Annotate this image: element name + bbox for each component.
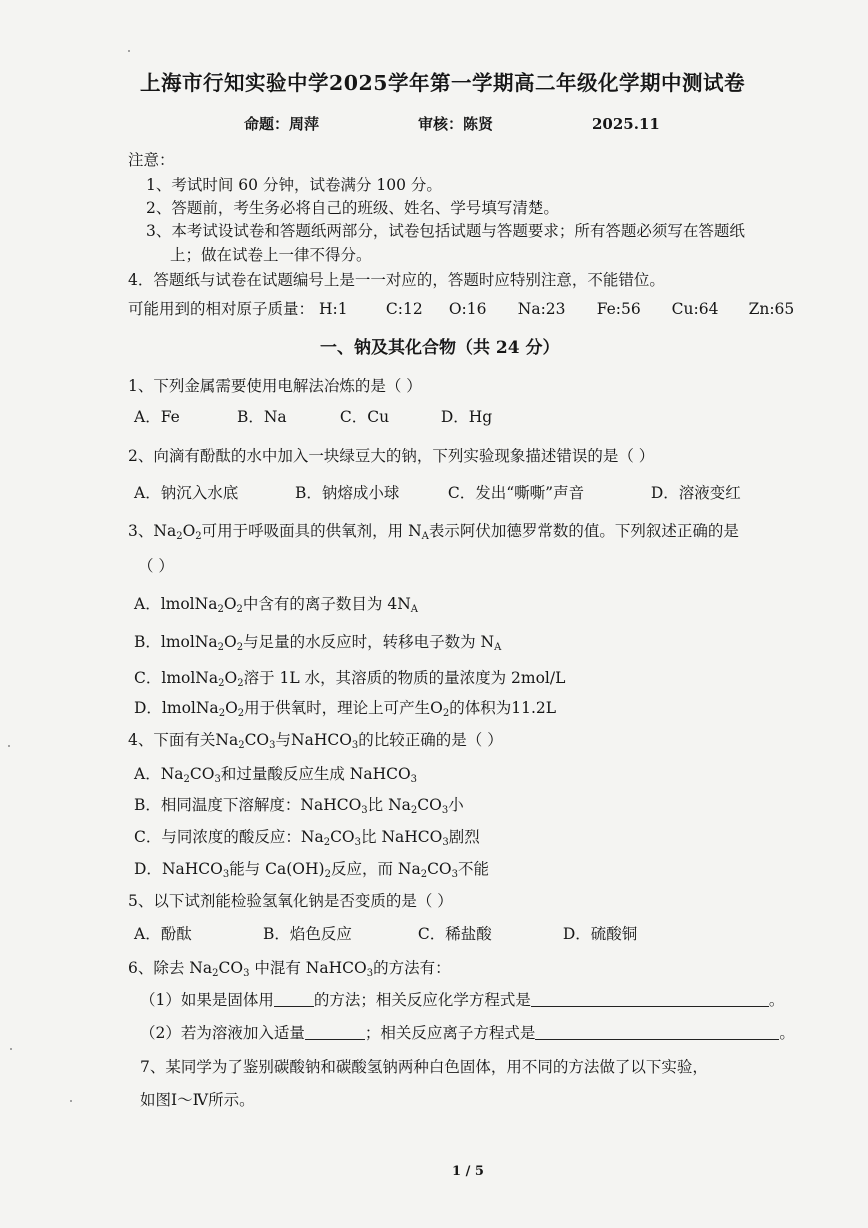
question-6-stem <box>128 958 451 978</box>
question-3-stem <box>128 521 739 541</box>
option-text: C．lmolNa <box>134 669 219 687</box>
stem-text: 的方法有： <box>373 959 451 977</box>
formula: NaHCO <box>305 959 367 977</box>
subscript: 2 <box>176 531 183 542</box>
option-a <box>134 594 418 614</box>
option-text: B．lmolNa <box>134 633 218 651</box>
option-c: C．发出“嘶嘶”声音 <box>447 484 585 502</box>
option-text: 小 <box>448 796 464 814</box>
option-c: C．稀盐酸 <box>417 925 492 943</box>
answer-blank <box>535 1025 779 1040</box>
subscript: 3 <box>222 869 230 880</box>
formula: CO <box>427 860 452 878</box>
option-d: D．溶液变红 <box>650 484 741 502</box>
stem-text: 中混有 <box>249 959 306 977</box>
answer-blank <box>274 992 314 1007</box>
option-text: 与足量的水反应时，转移电子数为 N <box>243 633 495 651</box>
scan-speck <box>128 50 130 52</box>
subscript: 2 <box>236 604 243 615</box>
atomic-mass: Cu:64 <box>671 300 719 318</box>
option-text: 能与 <box>229 860 266 878</box>
subscript: 3 <box>410 774 418 785</box>
atomic-mass: H:1 <box>318 300 348 318</box>
subscript: 2 <box>323 837 331 848</box>
stem-text: 的比较正确的是（ ） <box>358 731 503 749</box>
question-7-line-2: 如图Ⅰ～Ⅳ所示。 <box>140 1091 255 1109</box>
option-text: C．与同浓度的酸反应： <box>134 828 301 846</box>
subscript: 3 <box>442 837 449 848</box>
option-text: D． <box>134 860 162 878</box>
option-text: B．相同温度下溶解度： <box>134 796 301 814</box>
atomic-mass: C:12 <box>385 300 423 318</box>
scan-speck <box>70 1100 72 1102</box>
part-text: （2）若为溶液加入适量 <box>140 1024 305 1042</box>
formula: NaHCO <box>381 828 443 846</box>
question-2-stem: 2、向滴有酚酞的水中加入一块绿豆大的钠，下列实验现象描述错误的是（ ） <box>128 447 655 465</box>
scan-speck <box>8 745 10 747</box>
formula-o: O <box>225 699 238 717</box>
formula: CO <box>189 765 215 783</box>
option-text: D．lmolNa <box>134 699 219 717</box>
subscript: 2 <box>442 708 450 719</box>
subscript: 3 <box>366 968 374 979</box>
formula-o: O <box>223 595 237 613</box>
subscript: 2 <box>212 968 219 979</box>
atomic-mass-label: 可能用到的相对原子质量： <box>128 300 315 318</box>
exam-title: 上海市行知实验中学2025学年第一学期高二年级化学期中测试卷 <box>140 71 746 95</box>
part-end: 。 <box>768 991 785 1009</box>
formula-o: O <box>224 633 237 651</box>
subscript: A <box>421 531 429 542</box>
note-item: 上；做在试卷上一律不得分。 <box>170 246 372 264</box>
subscript: 2 <box>217 604 224 615</box>
option-text: 中含有的离子数目为 4N <box>242 595 411 613</box>
answer-blank <box>531 992 769 1007</box>
subscript: A <box>494 642 502 653</box>
question-number: 3、 <box>128 522 154 540</box>
part-text: （1）如果是固体用 <box>140 991 274 1009</box>
option-text: 反应，而 <box>330 860 398 878</box>
formula: NaHCO <box>349 765 411 783</box>
atomic-mass: Na:23 <box>517 300 566 318</box>
option-a: A．Fe <box>134 408 180 426</box>
option-d <box>134 859 489 879</box>
formula: CO <box>417 796 442 814</box>
formula: NaHCO <box>300 796 362 814</box>
atomic-mass: O:16 <box>448 300 487 318</box>
atomic-mass-line <box>128 299 794 319</box>
formula-o: O <box>224 669 238 687</box>
option-text: 不能 <box>458 860 490 878</box>
subscript: 2 <box>410 805 418 816</box>
part-text: ；相关反应离子方程式是 <box>364 1024 536 1042</box>
option-text: 溶于 1L 水，其溶质的物质的量浓度为 2mol/L <box>243 669 566 687</box>
option-b: B．钠熔成小球 <box>294 484 400 502</box>
subscript: 2 <box>236 642 244 653</box>
section-title: 一、钠及其化合物（共 24 分） <box>320 338 560 358</box>
subscript: 2 <box>218 708 226 719</box>
note-item: 4．答题纸与试卷在试题编号上是一一对应的，答题时应特别注意，不能错位。 <box>128 271 665 289</box>
stem-text: 表示阿伏加德罗常数的值。下列叙述正确的是 <box>428 522 739 540</box>
option-c: C．Cu <box>339 408 390 426</box>
formula: NaHCO <box>161 860 223 878</box>
formula: Na <box>388 796 411 814</box>
page-number: 1 / 5 <box>452 1164 484 1179</box>
option-d <box>134 698 556 718</box>
subscript: 2 <box>237 678 244 689</box>
option-text: 用于供氧时，理论上可产生O <box>244 699 443 717</box>
option-c <box>134 827 480 847</box>
subscript: 2 <box>183 774 190 785</box>
option-d: D．硫酸铜 <box>562 925 638 943</box>
subscript: 2 <box>420 869 428 880</box>
formula: CO <box>244 731 270 749</box>
atomic-mass: Zn:65 <box>748 300 795 318</box>
option-a <box>134 764 417 784</box>
subscript: 3 <box>243 968 250 979</box>
option-c <box>134 668 565 688</box>
formula-na: Na <box>153 522 177 540</box>
option-text: 比 <box>367 796 389 814</box>
option-b <box>134 795 464 815</box>
part-end: 。 <box>779 1024 795 1042</box>
question-5-stem: 5、以下试剂能检验氢氧化钠是否变质的是（ ） <box>128 892 453 910</box>
subscript: 3 <box>351 740 359 751</box>
option-text: 和过量酸反应生成 <box>220 765 350 783</box>
formula: Na <box>215 731 239 749</box>
option-a: A．酚酞 <box>134 925 192 943</box>
option-a: A．钠沉入水底 <box>134 484 239 502</box>
stem-text: 与 <box>275 731 292 749</box>
option-b: B．Na <box>236 408 287 426</box>
note-item: 2、答题前，考生务必将自己的班级、姓名、学号填写清楚。 <box>146 199 559 217</box>
question-7-line-1: 7、某同学为了鉴别碳酸钠和碳酸氢钠两种白色固体，用不同的方法做了以下实验， <box>140 1058 708 1076</box>
formula: Na <box>189 959 213 977</box>
subscript: 2 <box>217 642 225 653</box>
option-text: 剧烈 <box>448 828 480 846</box>
stem-text: 可用于呼吸面具的供氧剂，用 N <box>201 522 422 540</box>
option-b: B．焰色反应 <box>262 925 352 943</box>
question-1-stem: 1、下列金属需要使用电解法冶炼的是（ ） <box>128 377 422 395</box>
formula: NaHCO <box>291 731 352 749</box>
author-line: 命题：周萍 <box>244 115 320 133</box>
formula: Na <box>300 828 324 846</box>
subscript: 2 <box>218 678 225 689</box>
answer-blank <box>305 1025 365 1040</box>
question-6-part-1 <box>140 990 784 1010</box>
subscript: 3 <box>354 837 362 848</box>
reviewer-line: 审核：陈贤 <box>418 115 494 133</box>
note-item: 1、考试时间 60 分钟，试卷满分 100 分。 <box>146 176 442 194</box>
notes-heading: 注意： <box>128 151 175 169</box>
formula: Ca(OH) <box>265 860 325 878</box>
option-text: A． <box>134 765 161 783</box>
question-6-part-2 <box>140 1023 795 1043</box>
subscript: 2 <box>237 708 245 719</box>
subscript: 3 <box>451 869 459 880</box>
formula-o: O <box>182 522 196 540</box>
option-text: A．lmolNa <box>134 595 218 613</box>
formula: CO <box>218 959 244 977</box>
formula: Na <box>397 860 421 878</box>
option-d: D．Hg <box>440 408 493 426</box>
question-4-stem <box>128 730 503 750</box>
option-b <box>134 632 501 652</box>
option-text: 的体积为11.2L <box>449 699 557 717</box>
stem-text: 4、下面有关 <box>128 731 216 749</box>
subscript: A <box>410 604 419 615</box>
note-item: 3、本考试设试卷和答题纸两部分，试卷包括试题与答题要求；所有答题必须写在答题纸 <box>146 222 745 240</box>
subscript: 3 <box>269 740 276 751</box>
question-5-options <box>134 924 637 944</box>
subscript: 3 <box>441 805 449 816</box>
subscript: 3 <box>361 805 368 816</box>
subscript: 2 <box>324 869 331 880</box>
subscript: 2 <box>195 531 202 542</box>
subscript: 3 <box>214 774 221 785</box>
exam-date: 2025.11 <box>592 115 660 133</box>
question-1-options <box>134 407 492 427</box>
formula: CO <box>330 828 355 846</box>
scan-speck <box>10 1048 12 1050</box>
question-2-options <box>134 483 741 503</box>
atomic-mass: Fe:56 <box>596 300 641 318</box>
formula: Na <box>160 765 184 783</box>
part-text: 的方法；相关反应化学方程式是 <box>313 991 531 1009</box>
stem-text: 6、除去 <box>128 959 190 977</box>
subscript: 2 <box>238 740 245 751</box>
option-text: 比 <box>361 828 382 846</box>
question-3-paren: （ ） <box>138 557 174 575</box>
